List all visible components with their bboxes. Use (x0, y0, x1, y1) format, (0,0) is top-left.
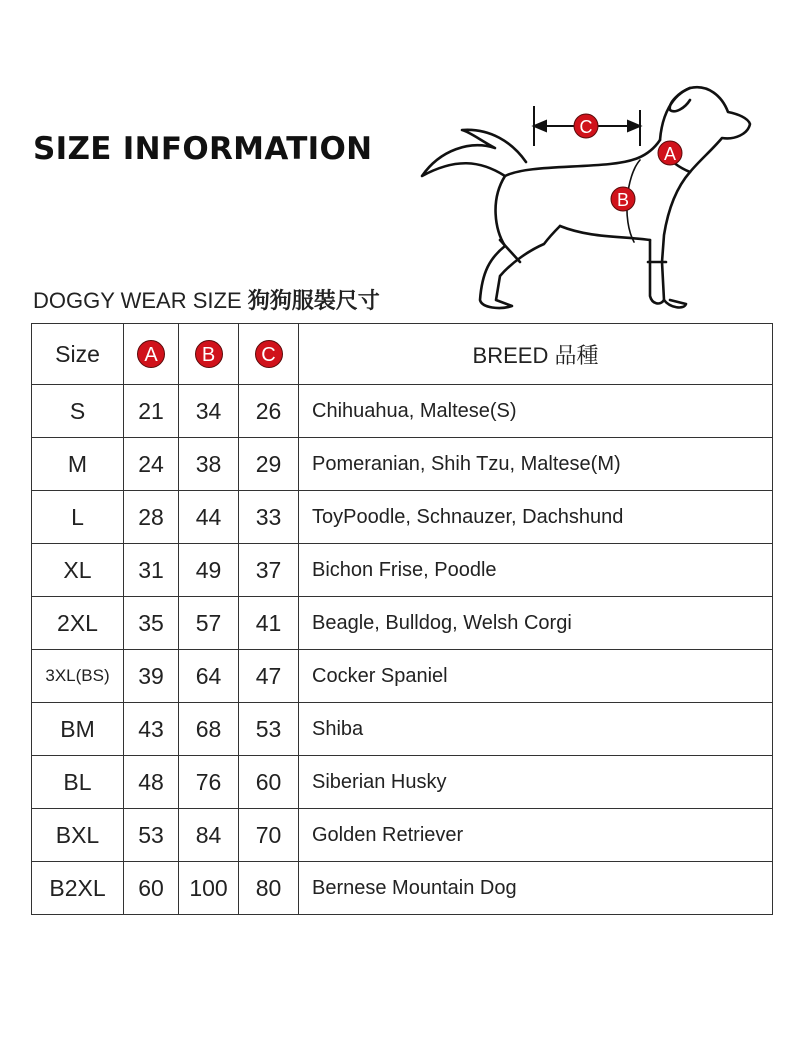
table-subtitle (33, 284, 380, 315)
cell-c: 33 (239, 491, 299, 544)
cell-a: 39 (124, 650, 179, 703)
cell-b: 76 (179, 756, 239, 809)
cell-size: 3XL(BS) (32, 650, 124, 703)
dog-measurement-diagram (410, 80, 770, 320)
header-c (239, 324, 299, 385)
cell-breed: Shiba (299, 703, 773, 756)
length-arrow-right (628, 121, 640, 131)
badge-c-label: C (579, 117, 593, 137)
cell-a: 43 (124, 703, 179, 756)
cell-b: 34 (179, 385, 239, 438)
dog-chest-outline (662, 172, 690, 307)
cell-breed: Beagle, Bulldog, Welsh Corgi (299, 597, 773, 650)
cell-c: 80 (239, 862, 299, 915)
cell-b: 38 (179, 438, 239, 491)
dog-body-outline (505, 140, 660, 176)
cell-b: 68 (179, 703, 239, 756)
header-b-badge: B (195, 340, 223, 368)
header-size: Size (32, 324, 124, 385)
cell-a: 53 (124, 809, 179, 862)
cell-breed: ToyPoodle, Schnauzer, Dachshund (299, 491, 773, 544)
cell-size: B2XL (32, 862, 124, 915)
cell-breed: Cocker Spaniel (299, 650, 773, 703)
header-breed: BREED 品種 (299, 324, 773, 385)
subtitle-chinese: 狗狗服裝尺寸 (247, 288, 380, 313)
cell-a: 60 (124, 862, 179, 915)
length-arrow-left (534, 121, 546, 131)
cell-size: M (32, 438, 124, 491)
cell-breed: Bernese Mountain Dog (299, 862, 773, 915)
size-table (31, 323, 773, 915)
cell-c: 29 (239, 438, 299, 491)
subtitle-english: DOGGY WEAR SIZE (33, 288, 242, 313)
cell-breed: Chihuahua, Maltese(S) (299, 385, 773, 438)
cell-c: 60 (239, 756, 299, 809)
cell-a: 31 (124, 544, 179, 597)
cell-b: 57 (179, 597, 239, 650)
header-c-badge: C (255, 340, 283, 368)
cell-c: 70 (239, 809, 299, 862)
table-row (32, 809, 773, 862)
page-title: SIZE INFORMATION (33, 131, 373, 167)
cell-breed: Pomeranian, Shih Tzu, Maltese(M) (299, 438, 773, 491)
dog-hind-leg-inner (500, 240, 520, 262)
cell-c: 47 (239, 650, 299, 703)
dog-hind-leg-outline (480, 176, 560, 308)
cell-c: 53 (239, 703, 299, 756)
dog-ear-outline (670, 88, 690, 111)
cell-a: 24 (124, 438, 179, 491)
table-row (32, 756, 773, 809)
cell-b: 64 (179, 650, 239, 703)
cell-size: BXL (32, 809, 124, 862)
table-header-row (32, 324, 773, 385)
cell-b: 100 (179, 862, 239, 915)
table-row (32, 650, 773, 703)
cell-breed: Siberian Husky (299, 756, 773, 809)
cell-size: S (32, 385, 124, 438)
table-row (32, 438, 773, 491)
table-row (32, 385, 773, 438)
table-row (32, 703, 773, 756)
table-row (32, 544, 773, 597)
cell-breed: Golden Retriever (299, 809, 773, 862)
cell-b: 44 (179, 491, 239, 544)
header-a (124, 324, 179, 385)
header-a-badge: A (137, 340, 165, 368)
cell-a: 48 (124, 756, 179, 809)
table-row (32, 491, 773, 544)
cell-size: 2XL (32, 597, 124, 650)
cell-c: 41 (239, 597, 299, 650)
badge-a-label: A (663, 144, 677, 164)
cell-c: 37 (239, 544, 299, 597)
cell-a: 35 (124, 597, 179, 650)
dog-belly-outline (560, 226, 650, 240)
cell-a: 28 (124, 491, 179, 544)
cell-size: L (32, 491, 124, 544)
cell-size: BL (32, 756, 124, 809)
cell-b: 49 (179, 544, 239, 597)
cell-c: 26 (239, 385, 299, 438)
cell-size: XL (32, 544, 124, 597)
table-row (32, 597, 773, 650)
cell-b: 84 (179, 809, 239, 862)
badge-b-label: B (616, 190, 630, 210)
dog-tail-outline (422, 130, 526, 176)
cell-size: BM (32, 703, 124, 756)
cell-breed: Bichon Frise, Poodle (299, 544, 773, 597)
table-row (32, 862, 773, 915)
cell-a: 21 (124, 385, 179, 438)
header-b (179, 324, 239, 385)
